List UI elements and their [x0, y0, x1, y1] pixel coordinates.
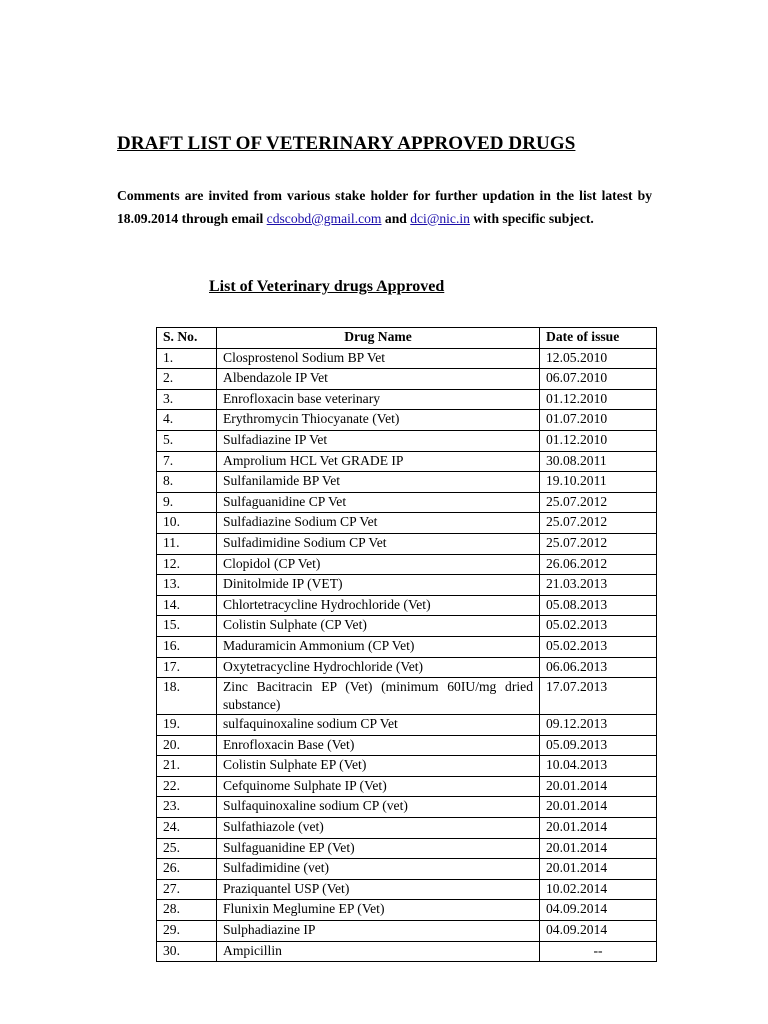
table-row [157, 554, 657, 575]
cell-date-of-issue: 05.09.2013 [540, 735, 657, 756]
cell-date-of-issue: 01.07.2010 [540, 410, 657, 431]
table-row [157, 900, 657, 921]
cell-serial-number: 23. [157, 797, 217, 818]
header-drug-name: Drug Name [217, 328, 540, 349]
cell-drug-name: Sulfadimidine Sodium CP Vet [217, 533, 540, 554]
intro-text-end: with specific subject. [469, 210, 594, 226]
cell-drug-name: Sulfanilamide BP Vet [217, 472, 540, 493]
cell-date-of-issue: 20.01.2014 [540, 797, 657, 818]
cell-drug-name: Sulfadimidine (vet) [217, 859, 540, 880]
cell-date-of-issue: 20.01.2014 [540, 776, 657, 797]
email-link-cdscobd[interactable]: cdscobd@gmail.com [266, 210, 382, 226]
table-row [157, 735, 657, 756]
cell-drug-name: Enrofloxacin Base (Vet) [217, 735, 540, 756]
cell-serial-number: 24. [157, 818, 217, 839]
cell-drug-name: Sulfaguanidine CP Vet [217, 492, 540, 513]
cell-serial-number: 7. [157, 451, 217, 472]
list-subtitle: List of Veterinary drugs Approved [209, 278, 445, 295]
cell-date-of-issue: -- [540, 941, 657, 962]
cell-serial-number: 2. [157, 369, 217, 390]
cell-date-of-issue: 05.02.2013 [540, 616, 657, 637]
cell-drug-name: Chlortetracycline Hydrochloride (Vet) [217, 595, 540, 616]
cell-drug-name: Cefquinome Sulphate IP (Vet) [217, 776, 540, 797]
table-row [157, 513, 657, 534]
cell-date-of-issue: 06.07.2010 [540, 369, 657, 390]
cell-drug-name: Closprostenol Sodium BP Vet [217, 348, 540, 369]
cell-serial-number: 4. [157, 410, 217, 431]
cell-serial-number: 17. [157, 657, 217, 678]
cell-serial-number: 26. [157, 859, 217, 880]
cell-serial-number: 13. [157, 575, 217, 596]
cell-date-of-issue: 19.10.2011 [540, 472, 657, 493]
cell-drug-name: Sulfathiazole (vet) [217, 818, 540, 839]
table-row [157, 756, 657, 777]
table-row [157, 636, 657, 657]
intro-text-start: Comments are invited from various stake holder for further updation in the list latest by 18.09.2014 through email [117, 188, 652, 226]
cell-serial-number: 19. [157, 715, 217, 736]
cell-drug-name: Albendazole IP Vet [217, 369, 540, 390]
cell-date-of-issue: 10.02.2014 [540, 879, 657, 900]
cell-drug-name: Ampicillin [217, 941, 540, 962]
cell-drug-name: Sulfaguanidine EP (Vet) [217, 838, 540, 859]
cell-date-of-issue: 05.02.2013 [540, 636, 657, 657]
cell-date-of-issue: 10.04.2013 [540, 756, 657, 777]
table-row [157, 410, 657, 431]
table-row [157, 430, 657, 451]
cell-drug-name: Maduramicin Ammonium (CP Vet) [217, 636, 540, 657]
table-row [157, 389, 657, 410]
intro-paragraph [117, 185, 652, 230]
cell-serial-number: 22. [157, 776, 217, 797]
cell-date-of-issue: 25.07.2012 [540, 513, 657, 534]
cell-serial-number: 28. [157, 900, 217, 921]
table-row [157, 921, 657, 942]
cell-drug-name: Enrofloxacin base veterinary [217, 389, 540, 410]
cell-serial-number: 30. [157, 941, 217, 962]
table-header-row [157, 328, 657, 349]
cell-serial-number: 18. [157, 678, 217, 715]
cell-date-of-issue: 12.05.2010 [540, 348, 657, 369]
table-row [157, 657, 657, 678]
cell-drug-name: Praziquantel USP (Vet) [217, 879, 540, 900]
table-row [157, 492, 657, 513]
cell-drug-name: Amprolium HCL Vet GRADE IP [217, 451, 540, 472]
cell-date-of-issue: 04.09.2014 [540, 900, 657, 921]
cell-serial-number: 3. [157, 389, 217, 410]
cell-drug-name: Colistin Sulphate (CP Vet) [217, 616, 540, 637]
cell-serial-number: 16. [157, 636, 217, 657]
cell-date-of-issue: 26.06.2012 [540, 554, 657, 575]
cell-date-of-issue: 09.12.2013 [540, 715, 657, 736]
cell-drug-name: Zinc Bacitracin EP (Vet) (minimum 60IU/mg dried substance) [217, 678, 540, 715]
table-row [157, 818, 657, 839]
cell-drug-name: Flunixin Meglumine EP (Vet) [217, 900, 540, 921]
cell-serial-number: 5. [157, 430, 217, 451]
cell-date-of-issue: 04.09.2014 [540, 921, 657, 942]
cell-drug-name: sulfaquinoxaline sodium CP Vet [217, 715, 540, 736]
cell-drug-name: Clopidol (CP Vet) [217, 554, 540, 575]
cell-drug-name: Colistin Sulphate EP (Vet) [217, 756, 540, 777]
cell-date-of-issue: 25.07.2012 [540, 533, 657, 554]
table-row [157, 451, 657, 472]
email-link-dci[interactable]: dci@nic.in [410, 210, 470, 226]
cell-serial-number: 29. [157, 921, 217, 942]
cell-drug-name: Sulphadiazine IP [217, 921, 540, 942]
table-row [157, 859, 657, 880]
cell-serial-number: 9. [157, 492, 217, 513]
cell-drug-name: Sulfadiazine IP Vet [217, 430, 540, 451]
cell-serial-number: 20. [157, 735, 217, 756]
table-row [157, 575, 657, 596]
cell-serial-number: 15. [157, 616, 217, 637]
table-row [157, 941, 657, 962]
cell-serial-number: 11. [157, 533, 217, 554]
document-title: DRAFT LIST OF VETERINARY APPROVED DRUGS [117, 133, 576, 154]
drugs-table [156, 327, 657, 962]
cell-date-of-issue: 20.01.2014 [540, 838, 657, 859]
cell-date-of-issue: 25.07.2012 [540, 492, 657, 513]
cell-serial-number: 1. [157, 348, 217, 369]
cell-serial-number: 10. [157, 513, 217, 534]
table-body [157, 348, 657, 962]
table-row [157, 472, 657, 493]
cell-serial-number: 14. [157, 595, 217, 616]
cell-serial-number: 27. [157, 879, 217, 900]
table-row [157, 838, 657, 859]
cell-serial-number: 25. [157, 838, 217, 859]
cell-drug-name: Dinitolmide IP (VET) [217, 575, 540, 596]
cell-serial-number: 12. [157, 554, 217, 575]
table-row [157, 776, 657, 797]
cell-date-of-issue: 20.01.2014 [540, 859, 657, 880]
cell-date-of-issue: 01.12.2010 [540, 430, 657, 451]
table-row [157, 879, 657, 900]
cell-date-of-issue: 30.08.2011 [540, 451, 657, 472]
cell-date-of-issue: 17.07.2013 [540, 678, 657, 715]
cell-date-of-issue: 01.12.2010 [540, 389, 657, 410]
table-row [157, 369, 657, 390]
cell-date-of-issue: 20.01.2014 [540, 818, 657, 839]
cell-drug-name: Sulfadiazine Sodium CP Vet [217, 513, 540, 534]
table-row [157, 678, 657, 715]
cell-date-of-issue: 21.03.2013 [540, 575, 657, 596]
cell-date-of-issue: 05.08.2013 [540, 595, 657, 616]
cell-drug-name: Erythromycin Thiocyanate (Vet) [217, 410, 540, 431]
table-row [157, 715, 657, 736]
cell-date-of-issue: 06.06.2013 [540, 657, 657, 678]
cell-serial-number: 8. [157, 472, 217, 493]
cell-serial-number: 21. [157, 756, 217, 777]
intro-text-and: and [381, 210, 411, 226]
table-row [157, 348, 657, 369]
header-date-of-issue: Date of issue [540, 328, 657, 349]
cell-drug-name: Sulfaquinoxaline sodium CP (vet) [217, 797, 540, 818]
table-row [157, 616, 657, 637]
cell-drug-name: Oxytetracycline Hydrochloride (Vet) [217, 657, 540, 678]
header-serial-number: S. No. [157, 328, 217, 349]
table-row [157, 797, 657, 818]
table-row [157, 595, 657, 616]
table-row [157, 533, 657, 554]
